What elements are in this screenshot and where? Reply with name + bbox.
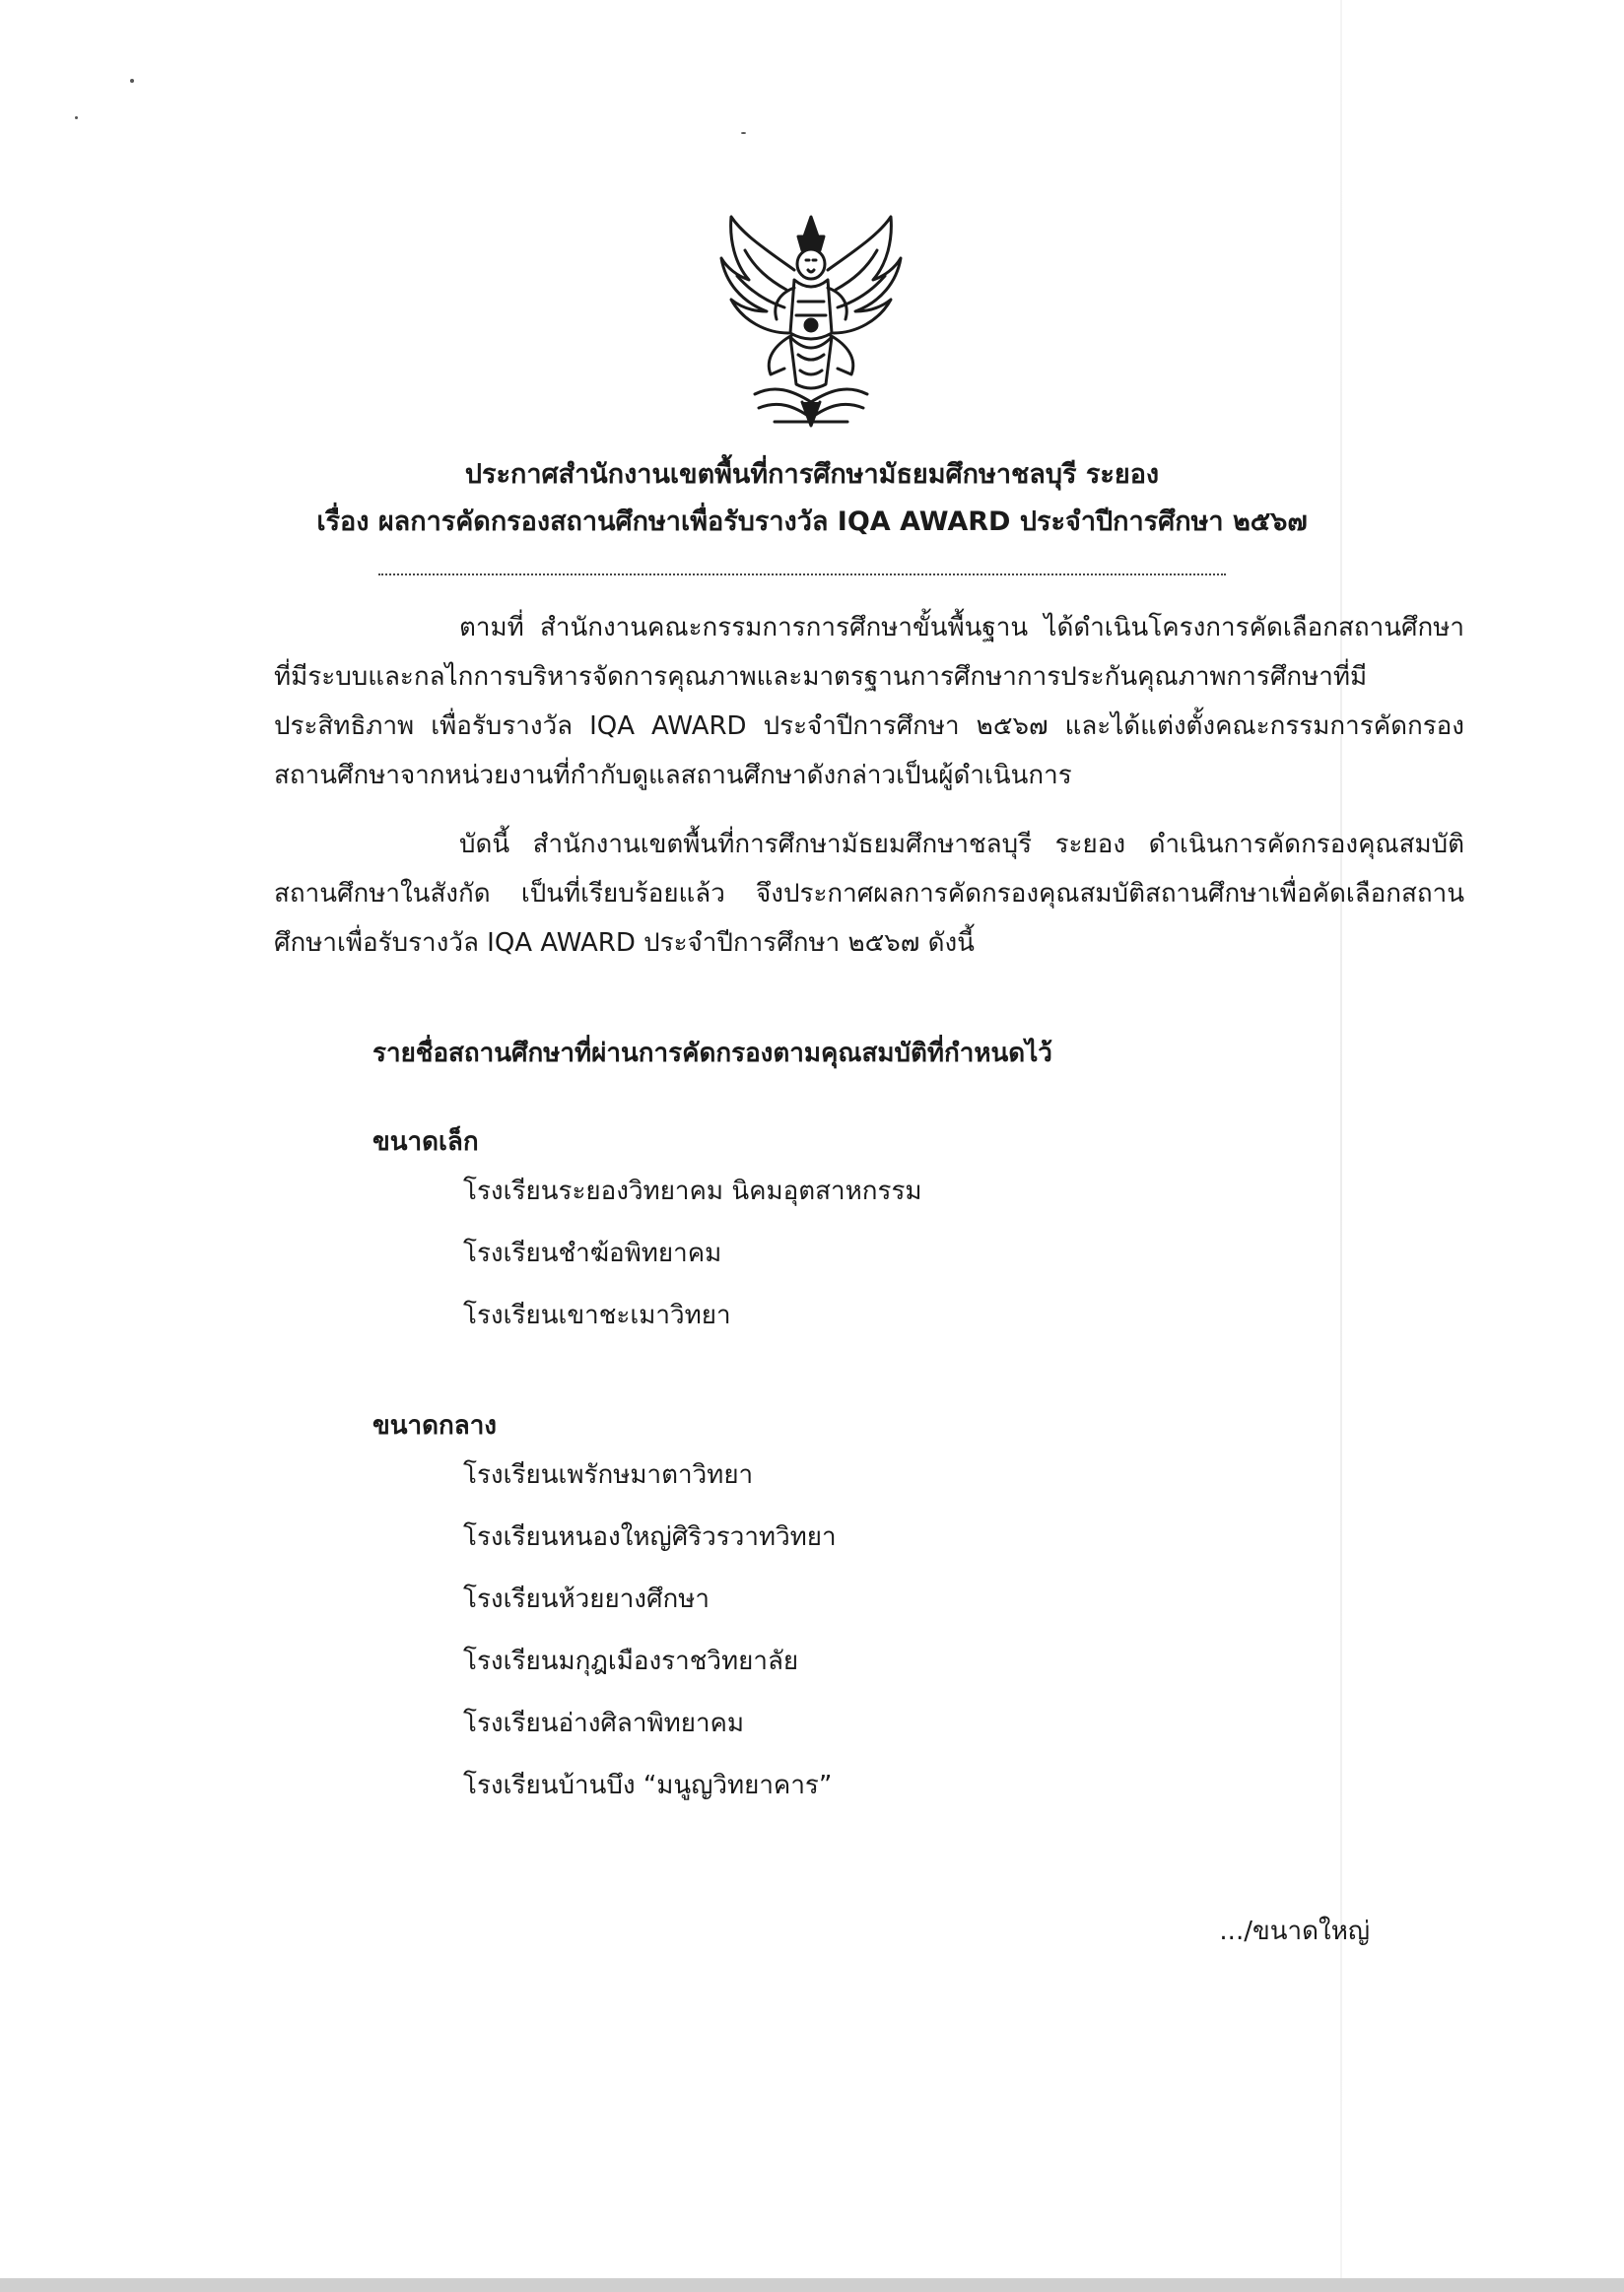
announcement-header (197, 451, 1427, 546)
school-item: โรงเรียนระยองวิทยาคม นิคมอุตสาหกรรม (463, 1177, 922, 1206)
size-group-medium (372, 1404, 837, 1826)
announcement-body (274, 603, 1464, 987)
size-group-small (372, 1120, 922, 1356)
paragraph-announcement: บัดนี้ สำนักงานเขตพื้นที่การศึกษามัธยมศึกษาชลบุรี ระยอง ดำเนินการคัดกรองคุณสมบัติสถานศึกษาในสังกัด เป็นที่เรียบร้อยแล้ว จึงประกาศผลการคัดกรองคุณสมบัติสถานศึกษาเพื่อคัดเลือกสถานศึกษาเพื่อรับรางวัล IQA AWARD ประจำปีการศึกษา ๒๕๖๗ ดังนี้ (274, 830, 1464, 958)
school-item: โรงเรียนอ่างศิลาพิทยาคม (463, 1709, 745, 1738)
school-list (372, 1453, 837, 1807)
school-item: โรงเรียนชำฆ้อพิทยาคม (463, 1239, 722, 1268)
school-item: โรงเรียนเพรักษมาตาวิทยา (463, 1460, 754, 1490)
paragraph-background: ตามที่ สำนักงานคณะกรรมการการศึกษาขั้นพื้นฐาน ได้ดำเนินโครงการคัดเลือกสถานศึกษาที่มีระบบและกลไกการบริหารจัดการคุณภาพและมาตรฐานการศึกษาการประกันคุณภาพการศึกษาที่มีประสิทธิภาพ เพื่อรับรางวัล IQA AWARD ประจำปีการศึกษา ๒๕๖๗ และได้แต่งตั้งคณะกรรมการคัดกรองสถานศึกษาจากหน่วยงานที่กำกับดูแลสถานศึกษาดังกล่าวเป็นผู้ดำเนินการ (274, 613, 1464, 790)
continuation-note: .../ขนาดใหญ่ (1219, 1917, 1370, 1946)
announcement-title: ประกาศสำนักงานเขตพื้นที่การศึกษามัธยมศึกษาชลบุรี ระยอง (464, 459, 1160, 490)
dotted-divider (378, 573, 1226, 575)
garuda-emblem-icon (715, 211, 907, 430)
announcement-subject: เรื่อง ผลการคัดกรองสถานศึกษาเพื่อรับรางวัล IQA AWARD ประจำปีการศึกษา ๒๕๖๗ (316, 506, 1308, 537)
size-label: ขนาดกลาง (372, 1411, 498, 1441)
school-item: โรงเรียนบ้านบึง “มนูญวิทยาคาร” (463, 1771, 833, 1800)
scan-bottom-edge (0, 2278, 1624, 2292)
scan-speck (130, 79, 134, 83)
school-item: โรงเรียนมกุฎเมืองราชวิทยาลัย (463, 1647, 799, 1676)
scan-speck (75, 116, 78, 119)
school-item: โรงเรียนห้วยยางศึกษา (463, 1584, 710, 1614)
school-item: โรงเรียนหนองใหญ่ศิริวรวาทวิทยา (463, 1522, 837, 1552)
scan-speck (741, 132, 746, 134)
school-list-heading: รายชื่อสถานศึกษาที่ผ่านการคัดกรองตามคุณสมบัติที่กำหนดไว้ (372, 1039, 1052, 1068)
size-label: ขนาดเล็ก (372, 1127, 479, 1157)
school-item: โรงเรียนเขาชะเมาวิทยา (463, 1301, 731, 1330)
school-list (372, 1170, 922, 1337)
